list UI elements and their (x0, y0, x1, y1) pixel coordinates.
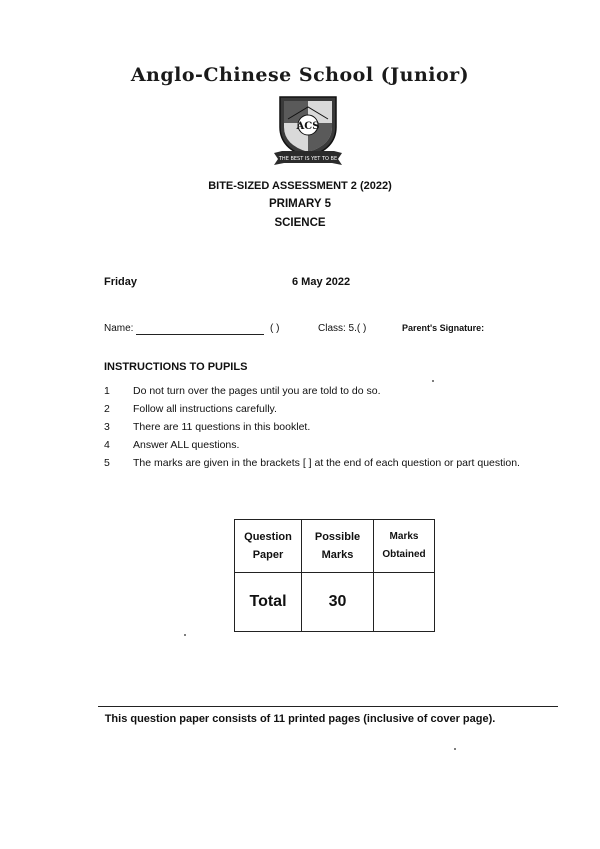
marks-table-total-row (235, 573, 435, 632)
instruction-text: Do not turn over the pages until you are told to do so. (133, 385, 381, 397)
class-label: Class: 5.( ) (318, 323, 367, 334)
marks-obtained-header (374, 520, 435, 573)
instruction-number: 2 (104, 403, 110, 415)
footer-divider (98, 706, 558, 707)
instruction-text: The marks are given in the brackets [ ] at the end of each question or part question. (133, 457, 520, 469)
name-label: Name: (104, 323, 134, 334)
instructions-title: INSTRUCTIONS TO PUPILS (104, 361, 248, 373)
instruction-item (104, 385, 544, 399)
register-number-brackets: ( ) (270, 323, 280, 334)
assessment-title: BITE-SIZED ASSESSMENT 2 (2022) (208, 180, 392, 192)
total-label: Total (235, 573, 302, 632)
obtained-marks-field[interactable] (374, 573, 435, 632)
school-name: Anglo-Chinese School (Junior) (130, 64, 470, 86)
question-paper-header (235, 520, 302, 573)
instruction-item (104, 439, 544, 453)
scan-speck (184, 634, 186, 636)
instruction-number: 5 (104, 457, 110, 469)
instruction-item (104, 421, 544, 435)
instruction-item (104, 403, 544, 417)
instruction-item (104, 457, 544, 471)
name-blank-line (136, 334, 264, 335)
school-crest (272, 93, 344, 167)
exam-date: 6 May 2022 (292, 276, 351, 288)
instruction-number: 4 (104, 439, 110, 451)
header-line: Possible (314, 531, 361, 543)
header-line: Marks (389, 531, 419, 542)
header-line: Obtained (382, 549, 426, 560)
marks-table-header-row (235, 520, 435, 573)
instruction-text: Follow all instructions carefully. (133, 403, 277, 415)
parent-signature-label: Parent's Signature: (402, 323, 485, 333)
possible-marks-header (302, 520, 374, 573)
footer-note: This question paper consists of 11 printed pages (inclusive of cover page). (104, 713, 496, 725)
header-line: Marks (321, 549, 354, 561)
marks-table (234, 519, 435, 632)
crest-motto: THE BEST IS YET TO BE (278, 156, 338, 162)
scan-speck (432, 380, 434, 382)
subject-title: SCIENCE (274, 217, 326, 229)
possible-total: 30 (302, 573, 374, 632)
exam-day: Friday (104, 276, 138, 288)
instruction-number: 3 (104, 421, 110, 433)
scan-speck (454, 748, 456, 750)
header-line: Paper (252, 549, 284, 561)
student-details-row (104, 323, 524, 337)
instruction-number: 1 (104, 385, 110, 397)
header-line: Question (244, 531, 292, 543)
instruction-text: There are 11 questions in this booklet. (133, 421, 311, 433)
instruction-text: Answer ALL questions. (133, 439, 240, 451)
crest-initials: ACS (296, 121, 320, 132)
level-title: PRIMARY 5 (269, 198, 331, 210)
